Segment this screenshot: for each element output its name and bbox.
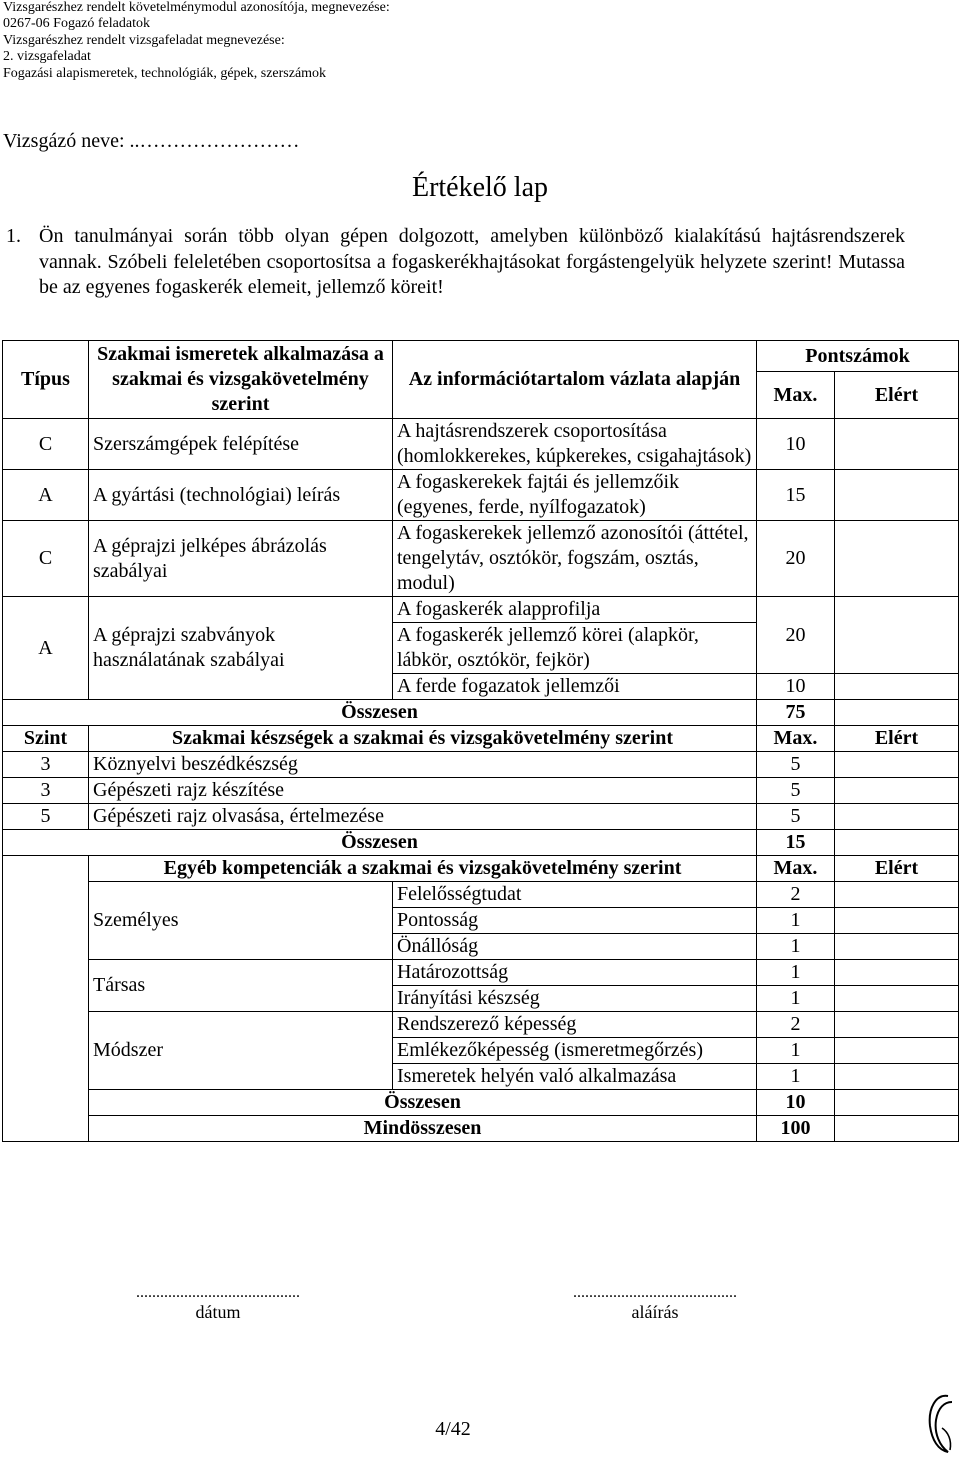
skill-max: 5 — [757, 752, 835, 778]
subtotal-label: Összesen — [89, 1090, 757, 1116]
subtotal-value: 15 — [757, 830, 835, 856]
competency-achieved-cell[interactable] — [835, 882, 959, 908]
examinee-name-field: Vizsgázó neve: ..…………………… — [3, 130, 300, 152]
subtotal-achieved-cell[interactable] — [835, 700, 959, 726]
skill-achieved-cell[interactable] — [835, 752, 959, 778]
skill-name: Gépészeti rajz olvasása, értelmezése — [89, 804, 757, 830]
row-type: C — [3, 419, 89, 470]
competency-name: Önállóság — [393, 934, 757, 960]
competency-max: 2 — [757, 1012, 835, 1038]
row-outline: A hajtásrendszerek csoportosítása (homlokkerekes, kúpkerekes, csigahajtások) — [393, 419, 757, 470]
table-header-row — [3, 341, 959, 372]
skills-header-row — [3, 726, 959, 752]
header-task-number: 2. vizsgafeladat — [3, 49, 91, 65]
header-achieved: Elért — [835, 372, 959, 419]
row-outline: A fogaskerekek fajtái és jellemzőik (egyenes, ferde, nyílfogazatok) — [393, 470, 757, 521]
row-achieved-cell[interactable] — [835, 419, 959, 470]
skill-name: Köznyelvi beszédkészség — [89, 752, 757, 778]
row-knowledge: A gyártási (technológiai) leírás — [89, 470, 393, 521]
row-achieved-cell[interactable] — [835, 597, 959, 674]
signature-line: ......................................... — [573, 1284, 737, 1301]
skill-max: 5 — [757, 804, 835, 830]
document-header — [3, 0, 390, 82]
grading-table — [2, 340, 959, 1142]
grand-total-value: 100 — [757, 1116, 835, 1142]
row-max: 15 — [757, 470, 835, 521]
row-type: C — [3, 521, 89, 597]
group-name: Társas — [89, 960, 393, 1012]
competency-achieved-cell[interactable] — [835, 908, 959, 934]
subtotal-label: Összesen — [3, 700, 757, 726]
subtotal-row — [3, 700, 959, 726]
table-row — [3, 470, 959, 521]
row-outline: A fogaskerék jellemző körei (alapkör, lábkör, osztókör, fejkör) — [393, 623, 757, 674]
other-header-row — [3, 856, 959, 882]
row-achieved-cell[interactable] — [835, 674, 959, 700]
header-points: Pontszámok — [757, 341, 959, 372]
grand-total-row — [3, 1116, 959, 1142]
competency-name: Ismeretek helyén való alkalmazása — [393, 1064, 757, 1090]
skill-achieved-cell[interactable] — [835, 804, 959, 830]
skills-title: Szakmai készségek a szakmai és vizsgakövetelmény szerint — [89, 726, 757, 752]
other-max-header: Max. — [757, 856, 835, 882]
group-name: Személyes — [89, 882, 393, 960]
page-title: Értékelő lap — [411, 172, 549, 203]
grand-total-label: Mindösszesen — [89, 1116, 757, 1142]
task-description — [3, 224, 905, 301]
grand-total-achieved-cell[interactable] — [835, 1116, 959, 1142]
header-module-value: 0267-06 Fogazó feladatok — [3, 16, 150, 32]
table-row — [3, 597, 959, 623]
skill-achieved-cell[interactable] — [835, 778, 959, 804]
row-type: A — [3, 470, 89, 521]
skills-max-header: Max. — [757, 726, 835, 752]
competency-max: 1 — [757, 986, 835, 1012]
table-row — [3, 960, 959, 986]
competency-name: Irányítási készség — [393, 986, 757, 1012]
header-task-title: Fogazási alapismeretek, technológiák, gépek, szerszámok — [3, 65, 327, 81]
header-task-label: Vizsgarészhez rendelt vizsgafeladat megnevezése: — [3, 32, 285, 48]
competency-max: 1 — [757, 934, 835, 960]
row-achieved-cell[interactable] — [835, 521, 959, 597]
subtotal-label: Összesen — [3, 830, 757, 856]
competency-achieved-cell[interactable] — [835, 1012, 959, 1038]
competency-max: 1 — [757, 1038, 835, 1064]
competency-achieved-cell[interactable] — [835, 986, 959, 1012]
competency-name: Rendszerező képesség — [393, 1012, 757, 1038]
subtotal-value: 75 — [757, 700, 835, 726]
subtotal-row — [3, 830, 959, 856]
signature-label: aláírás — [631, 1302, 679, 1322]
corner-handwritten-mark-icon — [918, 1388, 958, 1458]
subtotal-value: 10 — [757, 1090, 835, 1116]
page-number: 4/42 — [435, 1418, 471, 1440]
row-outline: A fogaskerék alapprofilja — [393, 597, 757, 623]
subtotal-row — [3, 1090, 959, 1116]
header-module-label: Vizsgarészhez rendelt követelménymodul azonosítója, megnevezése: — [3, 0, 390, 15]
competency-achieved-cell[interactable] — [835, 1064, 959, 1090]
date-block — [68, 1284, 368, 1323]
competency-name: Emlékezőképesség (ismeretmegőrzés) — [393, 1038, 757, 1064]
skill-max: 5 — [757, 778, 835, 804]
skill-name: Gépészeti rajz készítése — [89, 778, 757, 804]
row-max: 10 — [757, 419, 835, 470]
empty-column — [3, 856, 89, 1142]
table-row — [3, 1012, 959, 1038]
table-row — [3, 804, 959, 830]
task-number: 1. — [6, 225, 21, 247]
signature-block — [505, 1284, 805, 1323]
skills-achieved-header: Elért — [835, 726, 959, 752]
competency-achieved-cell[interactable] — [835, 1038, 959, 1064]
competency-max: 1 — [757, 1064, 835, 1090]
table-row — [3, 778, 959, 804]
header-knowledge: Szakmai ismeretek alkalmazása a szakmai és vizsgakövetelmény szerint — [89, 341, 393, 419]
row-achieved-cell[interactable] — [835, 470, 959, 521]
subtotal-achieved-cell[interactable] — [835, 830, 959, 856]
competency-achieved-cell[interactable] — [835, 934, 959, 960]
competency-max: 1 — [757, 908, 835, 934]
skill-level: 5 — [3, 804, 89, 830]
row-max: 20 — [757, 521, 835, 597]
row-type: A — [3, 597, 89, 700]
competency-name: Pontosság — [393, 908, 757, 934]
header-outline: Az információtartalom vázlata alapján — [393, 341, 757, 419]
other-title: Egyéb kompetenciák a szakmai és vizsgakövetelmény szerint — [89, 856, 757, 882]
task-text: Ön tanulmányai során több olyan gépen dolgozott, amelyben különböző kialakítású hajtásrendszerek vannak. Szóbeli feleletében csoportosítsa a fogaskerékhajtásokat forgástengelyük helyzete szerint! Mutassa be az egyenes fogaskerék elemeit, jellemző köreit! — [39, 225, 905, 298]
competency-max: 1 — [757, 960, 835, 986]
skill-level: 3 — [3, 752, 89, 778]
row-outline: A ferde fogazatok jellemzői — [393, 674, 757, 700]
table-row — [3, 521, 959, 597]
table-row — [3, 882, 959, 908]
header-max: Max. — [757, 372, 835, 419]
skill-level: 3 — [3, 778, 89, 804]
competency-name: Felelősségtudat — [393, 882, 757, 908]
group-name: Módszer — [89, 1012, 393, 1090]
subtotal-achieved-cell[interactable] — [835, 1090, 959, 1116]
row-outline: A fogaskerekek jellemző azonosítói (áttétel, tengelytáv, osztókör, fogszám, osztás, modul) — [393, 521, 757, 597]
other-achieved-header: Elért — [835, 856, 959, 882]
row-knowledge: A géprajzi jelképes ábrázolás szabályai — [89, 521, 393, 597]
competency-name: Határozottság — [393, 960, 757, 986]
date-line: ......................................... — [136, 1284, 300, 1301]
row-knowledge: A géprajzi szabványok használatának szabályai — [89, 597, 393, 700]
date-label: dátum — [195, 1302, 241, 1322]
skills-level-header: Szint — [3, 726, 89, 752]
row-knowledge: Szerszámgépek felépítése — [89, 419, 393, 470]
table-row — [3, 752, 959, 778]
row-max: 10 — [757, 674, 835, 700]
table-row — [3, 419, 959, 470]
header-type: Típus — [3, 341, 89, 419]
competency-achieved-cell[interactable] — [835, 960, 959, 986]
competency-max: 2 — [757, 882, 835, 908]
row-max: 20 — [757, 597, 835, 674]
